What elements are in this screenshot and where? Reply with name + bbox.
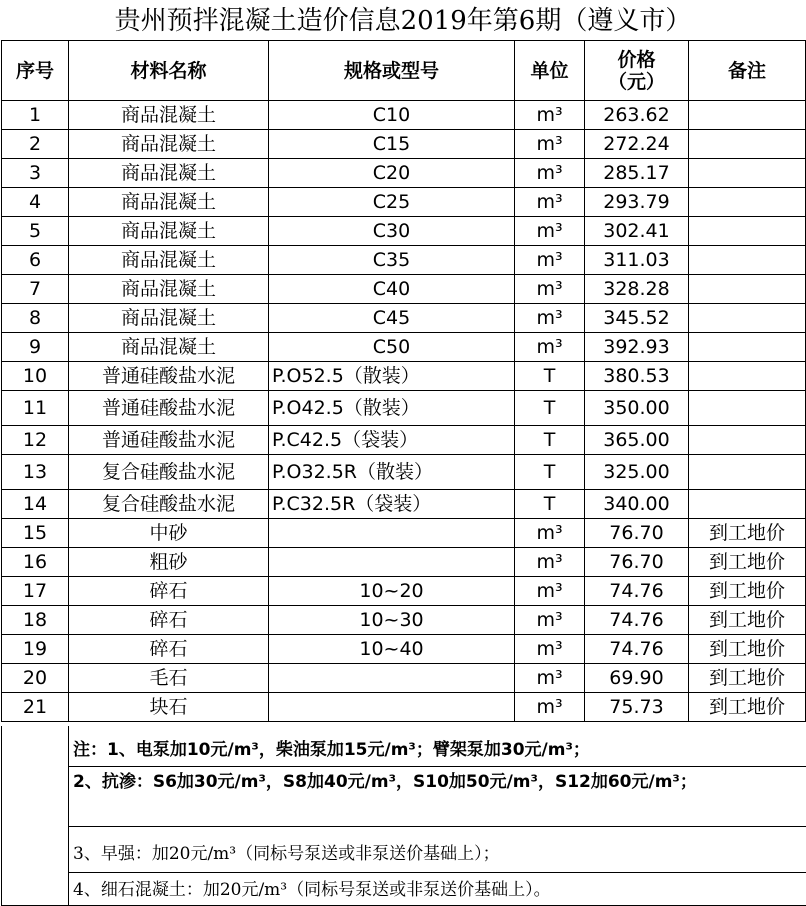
cell-seq: 11 — [2, 391, 69, 426]
cell-note: 到工地价 — [689, 548, 806, 577]
cell-name: 商品混凝土 — [69, 304, 269, 333]
table-row — [2, 246, 806, 275]
cell-name: 碎石 — [69, 577, 269, 606]
cell-spec: C15 — [269, 130, 515, 159]
note-line-1: 注：1、电泵加10元/m³，柴油泵加15元/m³；臂架泵加30元/m³； — [73, 740, 590, 760]
cell-note — [689, 246, 806, 275]
cell-note — [689, 391, 806, 426]
cell-price: 74.76 — [585, 577, 689, 606]
notes-left-cell — [1, 726, 68, 906]
cell-note: 到工地价 — [689, 693, 806, 722]
cell-note — [689, 159, 806, 188]
table-row — [2, 519, 806, 548]
cell-name: 商品混凝土 — [69, 333, 269, 362]
table-row — [2, 490, 806, 519]
cell-note: 到工地价 — [689, 664, 806, 693]
cell-unit: T — [515, 455, 585, 490]
table-row — [2, 159, 806, 188]
cell-spec — [269, 693, 515, 722]
cell-price: 69.90 — [585, 664, 689, 693]
cell-note — [689, 130, 806, 159]
notes-block — [68, 726, 806, 906]
cell-note — [689, 426, 806, 455]
cell-price: 76.70 — [585, 519, 689, 548]
header-row — [2, 41, 806, 101]
cell-seq: 3 — [2, 159, 69, 188]
cell-seq: 20 — [2, 664, 69, 693]
cell-unit: m³ — [515, 188, 585, 217]
cell-seq: 18 — [2, 606, 69, 635]
cell-name: 普通硅酸盐水泥 — [69, 426, 269, 455]
table-row — [2, 333, 806, 362]
cell-note — [689, 490, 806, 519]
cell-price: 74.76 — [585, 606, 689, 635]
cell-name: 商品混凝土 — [69, 188, 269, 217]
cell-note — [689, 362, 806, 391]
cell-spec: P.O32.5R（散装） — [269, 455, 515, 490]
cell-price: 75.73 — [585, 693, 689, 722]
cell-price: 325.00 — [585, 455, 689, 490]
cell-note — [689, 188, 806, 217]
cell-name: 粗砂 — [69, 548, 269, 577]
header-note: 备注 — [689, 41, 806, 101]
cell-note: 到工地价 — [689, 577, 806, 606]
cell-price: 74.76 — [585, 635, 689, 664]
table-row — [2, 635, 806, 664]
cell-spec: P.C42.5（袋装） — [269, 426, 515, 455]
cell-name: 商品混凝土 — [69, 217, 269, 246]
table-row — [2, 188, 806, 217]
cell-price: 328.28 — [585, 275, 689, 304]
cell-unit: m³ — [515, 635, 585, 664]
cell-unit: m³ — [515, 246, 585, 275]
cell-name: 碎石 — [69, 606, 269, 635]
cell-spec: P.O42.5（散装） — [269, 391, 515, 426]
table-row — [2, 130, 806, 159]
header-spec: 规格或型号 — [269, 41, 515, 101]
cell-name: 复合硅酸盐水泥 — [69, 490, 269, 519]
cell-price: 293.79 — [585, 188, 689, 217]
cell-note — [689, 304, 806, 333]
table-row — [2, 664, 806, 693]
cell-unit: m³ — [515, 664, 585, 693]
cell-price: 272.24 — [585, 130, 689, 159]
cell-spec — [269, 519, 515, 548]
cell-price: 365.00 — [585, 426, 689, 455]
table-row — [2, 304, 806, 333]
cell-unit: m³ — [515, 101, 585, 130]
cell-spec: C20 — [269, 159, 515, 188]
cell-unit: T — [515, 426, 585, 455]
cell-spec: 10~30 — [269, 606, 515, 635]
cell-price: 263.62 — [585, 101, 689, 130]
cell-name: 毛石 — [69, 664, 269, 693]
cell-price: 350.00 — [585, 391, 689, 426]
cell-name: 商品混凝土 — [69, 246, 269, 275]
cell-seq: 21 — [2, 693, 69, 722]
cell-spec: 10~40 — [269, 635, 515, 664]
cell-unit: m³ — [515, 304, 585, 333]
cell-seq: 15 — [2, 519, 69, 548]
cell-unit: m³ — [515, 333, 585, 362]
cell-unit: m³ — [515, 606, 585, 635]
cell-seq: 6 — [2, 246, 69, 275]
table-row — [2, 426, 806, 455]
cell-note — [689, 101, 806, 130]
cell-spec: C50 — [269, 333, 515, 362]
cell-seq: 19 — [2, 635, 69, 664]
cell-name: 普通硅酸盐水泥 — [69, 362, 269, 391]
table-row — [2, 606, 806, 635]
cell-unit: m³ — [515, 693, 585, 722]
table-row — [2, 101, 806, 130]
cell-spec: C45 — [269, 304, 515, 333]
cell-unit: T — [515, 362, 585, 391]
header-name: 材料名称 — [69, 41, 269, 101]
cell-note — [689, 455, 806, 490]
cell-unit: m³ — [515, 130, 585, 159]
cell-seq: 1 — [2, 101, 69, 130]
header-seq: 序号 — [2, 41, 69, 101]
cell-seq: 5 — [2, 217, 69, 246]
cell-seq: 12 — [2, 426, 69, 455]
cell-spec — [269, 664, 515, 693]
cell-unit: T — [515, 490, 585, 519]
note-line-2: 2、抗渗：S6加30元/m³，S8加40元/m³，S10加50元/m³，S12加60元/m³； — [73, 772, 697, 792]
cell-seq: 8 — [2, 304, 69, 333]
cell-note — [689, 333, 806, 362]
cell-name: 复合硅酸盐水泥 — [69, 455, 269, 490]
cell-spec: P.C32.5R（袋装） — [269, 490, 515, 519]
cell-price: 285.17 — [585, 159, 689, 188]
table-row — [2, 391, 806, 426]
cell-spec: C30 — [269, 217, 515, 246]
table-row — [2, 275, 806, 304]
cell-name: 商品混凝土 — [69, 275, 269, 304]
cell-name: 商品混凝土 — [69, 159, 269, 188]
header-unit: 单位 — [515, 41, 585, 101]
cell-note: 到工地价 — [689, 635, 806, 664]
cell-seq: 14 — [2, 490, 69, 519]
cell-price: 392.93 — [585, 333, 689, 362]
cell-price: 345.52 — [585, 304, 689, 333]
cell-seq: 10 — [2, 362, 69, 391]
cell-seq: 16 — [2, 548, 69, 577]
cell-seq: 13 — [2, 455, 69, 490]
cell-price: 340.00 — [585, 490, 689, 519]
page-title: 贵州预拌混凝土造价信息2019年第6期（遵义市） — [114, 6, 692, 36]
cell-price: 76.70 — [585, 548, 689, 577]
cell-seq: 9 — [2, 333, 69, 362]
cell-name: 商品混凝土 — [69, 101, 269, 130]
cell-spec: C25 — [269, 188, 515, 217]
cell-price: 311.03 — [585, 246, 689, 275]
table-row — [2, 693, 806, 722]
cell-unit: m³ — [515, 519, 585, 548]
cell-spec: 10~20 — [269, 577, 515, 606]
cell-spec: P.O52.5（散装） — [269, 362, 515, 391]
cell-unit: m³ — [515, 275, 585, 304]
cell-spec: C35 — [269, 246, 515, 275]
note-line-4: 4、细石混凝土：加20元/m³（同标号泵送或非泵送价基础上）。 — [73, 880, 551, 900]
cell-seq: 4 — [2, 188, 69, 217]
cell-note — [689, 275, 806, 304]
cell-seq: 2 — [2, 130, 69, 159]
cell-seq: 17 — [2, 577, 69, 606]
cell-name: 普通硅酸盐水泥 — [69, 391, 269, 426]
price-table — [1, 40, 806, 722]
table-row — [2, 217, 806, 246]
cell-note — [689, 217, 806, 246]
header-price: 价格（元） — [585, 41, 689, 101]
cell-spec — [269, 548, 515, 577]
note-line-3: 3、早强：加20元/m³（同标号泵送或非泵送价基础上）； — [73, 844, 500, 864]
table-row — [2, 455, 806, 490]
table-row — [2, 548, 806, 577]
cell-spec: C40 — [269, 275, 515, 304]
cell-seq: 7 — [2, 275, 69, 304]
table-row — [2, 362, 806, 391]
cell-name: 块石 — [69, 693, 269, 722]
cell-spec: C10 — [269, 101, 515, 130]
cell-unit: m³ — [515, 217, 585, 246]
table-row — [2, 577, 806, 606]
cell-unit: T — [515, 391, 585, 426]
cell-unit: m³ — [515, 548, 585, 577]
cell-name: 碎石 — [69, 635, 269, 664]
cell-note: 到工地价 — [689, 606, 806, 635]
cell-unit: m³ — [515, 577, 585, 606]
cell-name: 中砂 — [69, 519, 269, 548]
cell-price: 302.41 — [585, 217, 689, 246]
cell-unit: m³ — [515, 159, 585, 188]
cell-price: 380.53 — [585, 362, 689, 391]
cell-note: 到工地价 — [689, 519, 806, 548]
cell-name: 商品混凝土 — [69, 130, 269, 159]
